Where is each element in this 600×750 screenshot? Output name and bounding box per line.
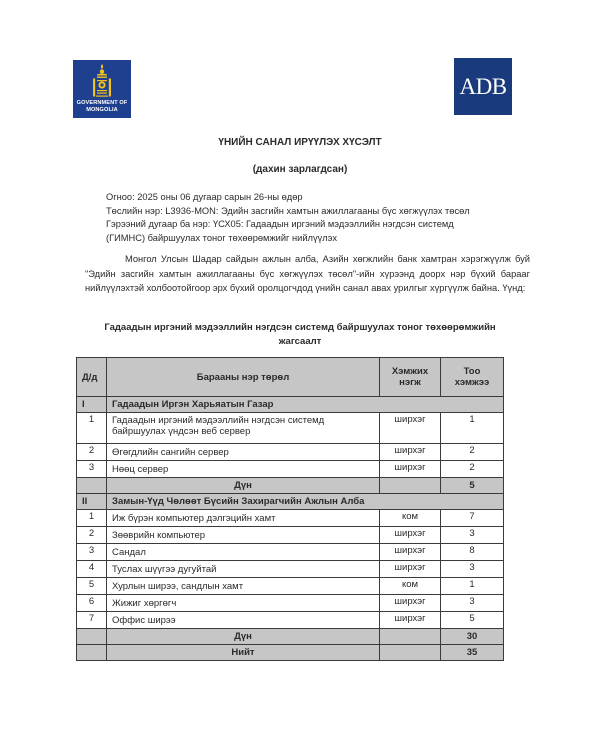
row-qty: 7 — [441, 510, 504, 527]
header-no: Д/д — [77, 358, 107, 397]
table-row — [77, 612, 504, 629]
subtotal-value: 5 — [441, 478, 504, 494]
row-name: Оффис ширээ — [107, 612, 380, 629]
government-of-mongolia-logo — [73, 60, 131, 118]
table-header-row — [77, 358, 504, 397]
subtotal-empty-cell — [380, 629, 441, 645]
row-name: Сандал — [107, 544, 380, 561]
row-qty: 3 — [441, 527, 504, 544]
row-name: Нөөц сервер — [107, 461, 380, 478]
row-unit: ширхэг — [380, 413, 441, 444]
table-row — [77, 461, 504, 478]
total-empty-cell — [380, 645, 441, 661]
row-unit: ширхэг — [380, 612, 441, 629]
row-no: 1 — [77, 413, 107, 444]
row-qty: 8 — [441, 544, 504, 561]
table-row — [77, 595, 504, 612]
adb-logo-text: ADB — [459, 73, 507, 99]
header-name: Барааны нэр төрөл — [107, 358, 380, 397]
section-row — [77, 397, 504, 413]
row-no: 3 — [77, 461, 107, 478]
contract-line-1: Гэрээний дугаар ба нэр: ҮСХ05: Гадаадын иргэний мэдээллийн нэгдсэн системд — [106, 219, 454, 229]
row-qty: 5 — [441, 612, 504, 629]
date-line: Огноо: 2025 оны 06 дугаар сарын 26-ны өдөр — [106, 192, 303, 202]
table-row — [77, 444, 504, 461]
row-name: Жижиг хөргөгч — [107, 595, 380, 612]
row-unit: ком — [380, 578, 441, 595]
subtotal-empty-cell — [380, 478, 441, 494]
row-name: Гадаадын иргэний мэдээллийн нэгдсэн системд байршуулах үндсэн веб сервер — [107, 413, 380, 444]
row-unit: ширхэг — [380, 544, 441, 561]
section-title: Гадаадын Иргэн Харьяатын Газар — [107, 397, 504, 413]
row-no: 4 — [77, 561, 107, 578]
table-row — [77, 413, 504, 444]
row-qty: 2 — [441, 444, 504, 461]
document-meta — [106, 191, 526, 245]
row-name: Зөөврийн компьютер — [107, 527, 380, 544]
row-name: Өгөгдлийн сангийн сервер — [107, 444, 380, 461]
row-unit: ширхэг — [380, 561, 441, 578]
table-row — [77, 510, 504, 527]
project-line: Төслийн нэр: L3936-MON: Эдийн засгийн хамтын ажиллагааны бүс хөгжүүлэх төсөл — [106, 205, 470, 216]
header-qty: Тоо хэмжээ — [441, 358, 504, 397]
table-caption: Гадаадын иргэний мэдээллийн нэгдсэн системд байршуулах тоног төхөөрөмжийн жагсаалт — [104, 322, 496, 347]
table-row — [77, 544, 504, 561]
subtotal-empty-cell — [77, 629, 107, 645]
subtotal-label: Дүн — [107, 478, 380, 494]
row-no: 7 — [77, 612, 107, 629]
table-row — [77, 561, 504, 578]
row-qty: 3 — [441, 595, 504, 612]
row-name: Туслах шүүгээ дугуйтай — [107, 561, 380, 578]
row-unit: ширхэг — [380, 461, 441, 478]
subtotal-label: Дүн — [107, 629, 380, 645]
subtotal-value: 30 — [441, 629, 504, 645]
document-title: ҮНИЙН САНАЛ ИРҮҮЛЭХ ХҮСЭЛТ — [218, 137, 382, 148]
row-qty: 1 — [441, 578, 504, 595]
row-no: 5 — [77, 578, 107, 595]
logo-caption-line2: MONGOLIA — [86, 106, 118, 113]
intro-paragraph: Монгол Улсын Шадар сайдын ажлын алба, Азийн хөгжлийн банк хамтран хэрэгжүүлж буй "Эдийн засгийн хамтын ажиллагааны бүс хөгжүүлэх төсөл"-ийн хүрээнд доорх нэр бүхий барааг нийлүүлэхтэй холбоотойгоор эрх бүхий оролцогчдод үнийн санал авах урилгыг хүргүүлж байна. Үүнд: — [85, 254, 530, 294]
row-no: 6 — [77, 595, 107, 612]
row-no: 3 — [77, 544, 107, 561]
table-row — [77, 578, 504, 595]
grand-total-row — [77, 645, 504, 661]
row-unit: ком — [380, 510, 441, 527]
row-unit: ширхэг — [380, 595, 441, 612]
subtotal-row — [77, 629, 504, 645]
section-title: Замын-Үүд Чөлөөт Бүсийн Захирагчийн Ажлын Алба — [107, 494, 504, 510]
section-no: I — [77, 397, 107, 413]
row-name: Иж бүрэн компьютер дэлгэцийн хамт — [107, 510, 380, 527]
mongolia-soyombo-icon — [91, 63, 113, 99]
table-row — [77, 527, 504, 544]
total-label: Нийт — [107, 645, 380, 661]
equipment-table — [76, 357, 504, 661]
row-qty: 2 — [441, 461, 504, 478]
row-no: 2 — [77, 527, 107, 544]
contract-line-2: (ГИМНС) байршуулах тоног төхөөрөмжийг нийлүүлэх — [106, 232, 337, 243]
total-value: 35 — [441, 645, 504, 661]
subtotal-empty-cell — [77, 478, 107, 494]
row-no: 1 — [77, 510, 107, 527]
row-unit: ширхэг — [380, 527, 441, 544]
row-qty: 3 — [441, 561, 504, 578]
logo-caption-line1: GOVERNMENT OF — [76, 100, 128, 106]
row-unit: ширхэг — [380, 444, 441, 461]
total-empty-cell — [77, 645, 107, 661]
adb-logo — [454, 58, 512, 115]
section-row — [77, 494, 504, 510]
section-no: II — [77, 494, 107, 510]
header-unit: Хэмжих нэгж — [380, 358, 441, 397]
subtotal-row — [77, 478, 504, 494]
row-no: 2 — [77, 444, 107, 461]
row-name: Хурлын ширээ, сандлын хамт — [107, 578, 380, 595]
row-qty: 1 — [441, 413, 504, 444]
document-subtitle: (дахин зарлагдсан) — [252, 164, 348, 175]
